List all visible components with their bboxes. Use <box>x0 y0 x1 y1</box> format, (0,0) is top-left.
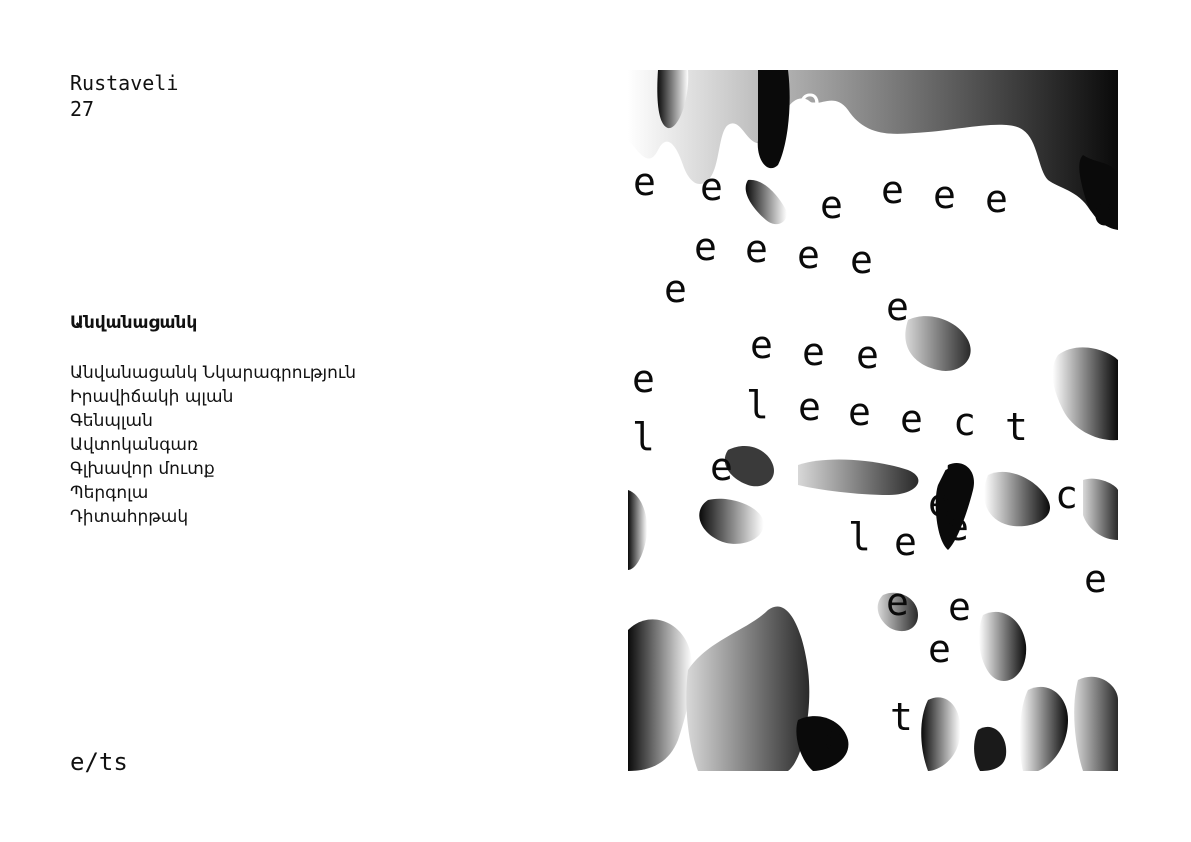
glyph-e: e <box>850 238 873 282</box>
glyph-e: e <box>933 173 956 217</box>
glyph-e: e <box>824 717 847 761</box>
toc-item[interactable]: Գենպլան <box>70 411 153 431</box>
ink-blob <box>758 70 790 168</box>
toc-item[interactable]: Անվանացանկ Նկարագրություն <box>70 363 357 383</box>
ink-blob <box>699 499 763 544</box>
glyph-e: e <box>797 233 820 277</box>
ink-blob <box>1074 677 1118 771</box>
glyph-l: l <box>848 515 871 559</box>
ink-blob <box>905 316 970 371</box>
glyph-e-light: e <box>798 80 821 124</box>
glyph-e: e <box>886 285 909 329</box>
glyph-e: e <box>1084 557 1107 601</box>
toc-item[interactable]: Ավտոկանգառ <box>70 435 198 455</box>
glyph-e: e <box>894 520 917 564</box>
glyph-e: e <box>848 390 871 434</box>
glyph-c: c <box>953 400 976 444</box>
glyph-t: t <box>1005 405 1028 449</box>
street-number: 27 <box>70 97 95 121</box>
glyph-e: e <box>886 580 909 624</box>
ink-blob <box>746 180 787 224</box>
ink-blob <box>686 606 809 771</box>
toc-item[interactable]: Դիտահրթակ <box>70 507 189 527</box>
glyph-e: e <box>856 333 879 377</box>
glyph-l: l <box>632 415 655 459</box>
glyph-c: c <box>1055 473 1078 517</box>
table-of-contents <box>70 312 356 529</box>
ink-blob <box>1020 687 1068 771</box>
generative-artwork <box>628 70 1119 771</box>
ink-blob <box>628 619 692 771</box>
glyph-e: e <box>948 585 971 629</box>
toc-item[interactable]: Պերգոլա <box>70 483 149 503</box>
glyph-e: e <box>900 397 923 441</box>
address-block <box>70 70 178 122</box>
ink-blob <box>979 612 1026 681</box>
glyph-e: e <box>820 183 843 227</box>
street-name: Rustaveli <box>70 71 179 95</box>
glyph-e: e <box>632 357 655 401</box>
glyph-e: e <box>928 627 951 671</box>
glyph-l: l <box>746 383 769 427</box>
glyph-e: e <box>802 330 825 374</box>
ink-blob <box>1083 479 1118 540</box>
glyph-e: e <box>928 481 951 525</box>
ink-blob <box>628 490 647 570</box>
glyph-e: e <box>710 445 733 489</box>
glyph-t: t <box>890 695 913 739</box>
glyph-e: e <box>700 165 723 209</box>
ink-blob <box>798 460 918 495</box>
glyph-c-light: c <box>928 435 951 479</box>
glyph-e: e <box>633 160 656 204</box>
glyph-e: e <box>985 177 1008 221</box>
toc-item[interactable]: Գլխավոր մուտք <box>70 459 215 479</box>
ink-blob <box>984 472 1050 526</box>
toc-item[interactable]: Իրավիճակի պլան <box>70 387 234 407</box>
ink-blob <box>1053 347 1118 440</box>
glyph-e: e <box>694 225 717 269</box>
glyph-e: e <box>664 267 687 311</box>
ink-blob <box>974 727 1006 771</box>
toc-title: Անվանացանկ <box>70 313 198 333</box>
glyph-e: e <box>946 505 969 549</box>
glyph-e: e <box>745 227 768 271</box>
toc-list <box>70 361 356 529</box>
ets-logo: e/ts <box>70 748 128 776</box>
glyph-e-light: e <box>1008 120 1031 164</box>
glyph-e: e <box>750 323 773 367</box>
glyph-e-light: e <box>958 120 981 164</box>
glyph-e-light: e <box>908 120 931 164</box>
artwork-canvas <box>628 70 1119 771</box>
glyph-e: e <box>881 168 904 212</box>
glyph-e: e <box>798 385 821 429</box>
ink-blob <box>921 697 960 771</box>
glyph-e: e <box>1093 190 1116 234</box>
